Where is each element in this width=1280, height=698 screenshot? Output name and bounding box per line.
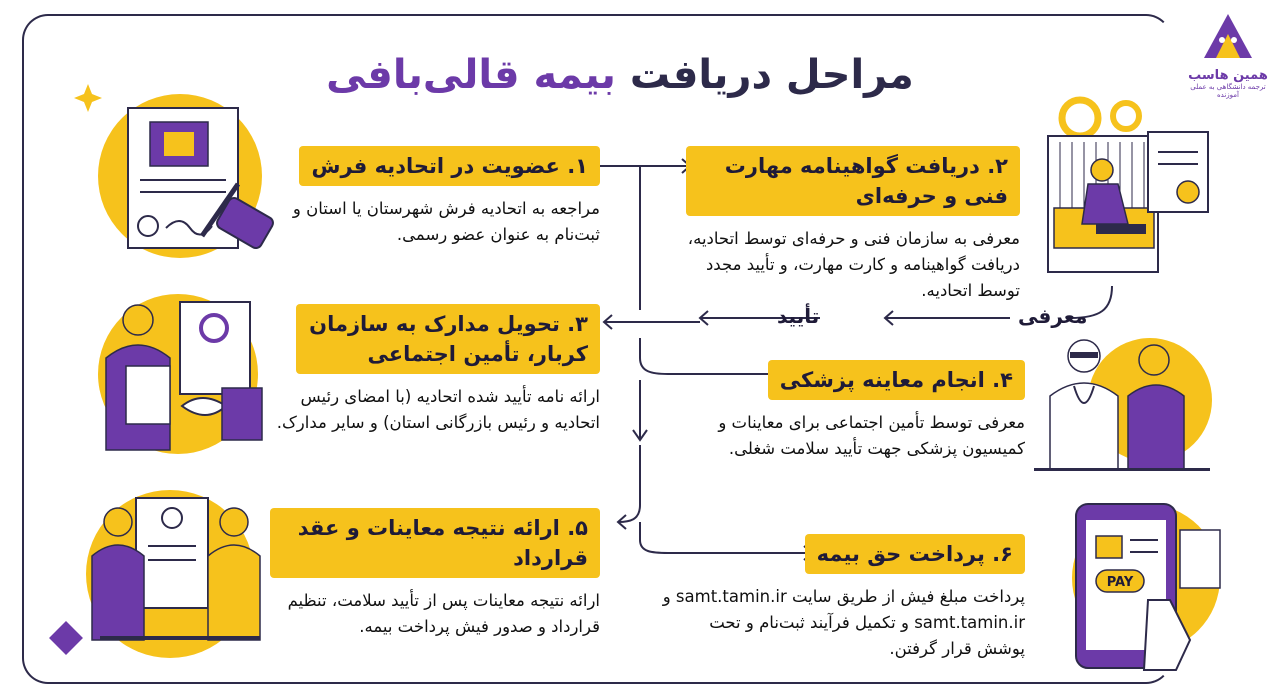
step-3 [270, 304, 600, 436]
flow-label-confirm: تأیید [777, 304, 820, 328]
step-4-description: معرفی توسط تأمین اجتماعی برای معاینات و کمیسیون پزشکی جهت تأیید سلامت شغلی. [718, 413, 1025, 458]
contract-meeting-icon [40, 476, 270, 666]
mobile-payment-icon [1060, 496, 1240, 676]
step-5-heading: ۵. ارائه نتیجه معاینات و عقد قرارداد [270, 508, 600, 578]
step-4 [695, 360, 1025, 462]
step-3-description: ارائه نامه تأیید شده اتحادیه (با امضای رئیس اتحادیه و رئیس بازرگانی استان) و سایر مدارک. [276, 387, 600, 432]
step-6-heading: ۶. پرداخت حق بیمه [805, 534, 1025, 574]
step-3-heading: ۳. تحویل مدارک به سازمان کربار، تأمین اجتماعی [296, 304, 600, 374]
step-6 [660, 534, 1025, 662]
brand-name: همین هاسب [1188, 68, 1268, 83]
handshake-icon [82, 288, 272, 458]
step-4-heading: ۴. انجام معاینه پزشکی [768, 360, 1025, 400]
pay-button-label: PAY [1106, 575, 1134, 590]
step-1-heading: ۱. عضویت در اتحادیه فرش [299, 146, 600, 186]
title-accent: بیمه قالی‌بافی [326, 52, 616, 98]
carpet-weaver-icon [1040, 96, 1220, 276]
contract-signing-icon [70, 66, 280, 266]
step-1-description: مراجعه به اتحادیه فرش شهرستان یا استان و ثبت‌نام به عنوان عضو رسمی. [292, 199, 600, 244]
flow-label-introduce: معرفی [1018, 304, 1088, 328]
step-2 [680, 146, 1020, 304]
step-5 [270, 508, 600, 640]
step-5-description: ارائه نتیجه معاینات پس از تأیید سلامت، تنظیم قرارداد و صدور فیش پرداخت بیمه. [287, 591, 600, 636]
step-2-description: معرفی به سازمان فنی و حرفه‌ای توسط اتحادیه، دریافت گواهینامه و کارت مهارت، و تأیید مجدد توسط اتحادیه. [687, 229, 1020, 300]
doctor-patient-icon [1030, 326, 1220, 476]
step-6-description: پرداخت مبلغ فیش از طریق سایت samt.tamin.ir و samt.tamin.ir و تکمیل فرآیند ثبت‌نام و تحت پوشش قرار گرفتن. [662, 587, 1025, 658]
brand-tagline: ترجمه دانشگاهی به عملی آموزنده [1190, 83, 1266, 99]
title-main: مراحل دریافت [629, 52, 914, 98]
step-1 [280, 146, 600, 248]
step-2-heading: ۲. دریافت گواهینامه مهارت فنی و حرفه‌ای [686, 146, 1020, 216]
